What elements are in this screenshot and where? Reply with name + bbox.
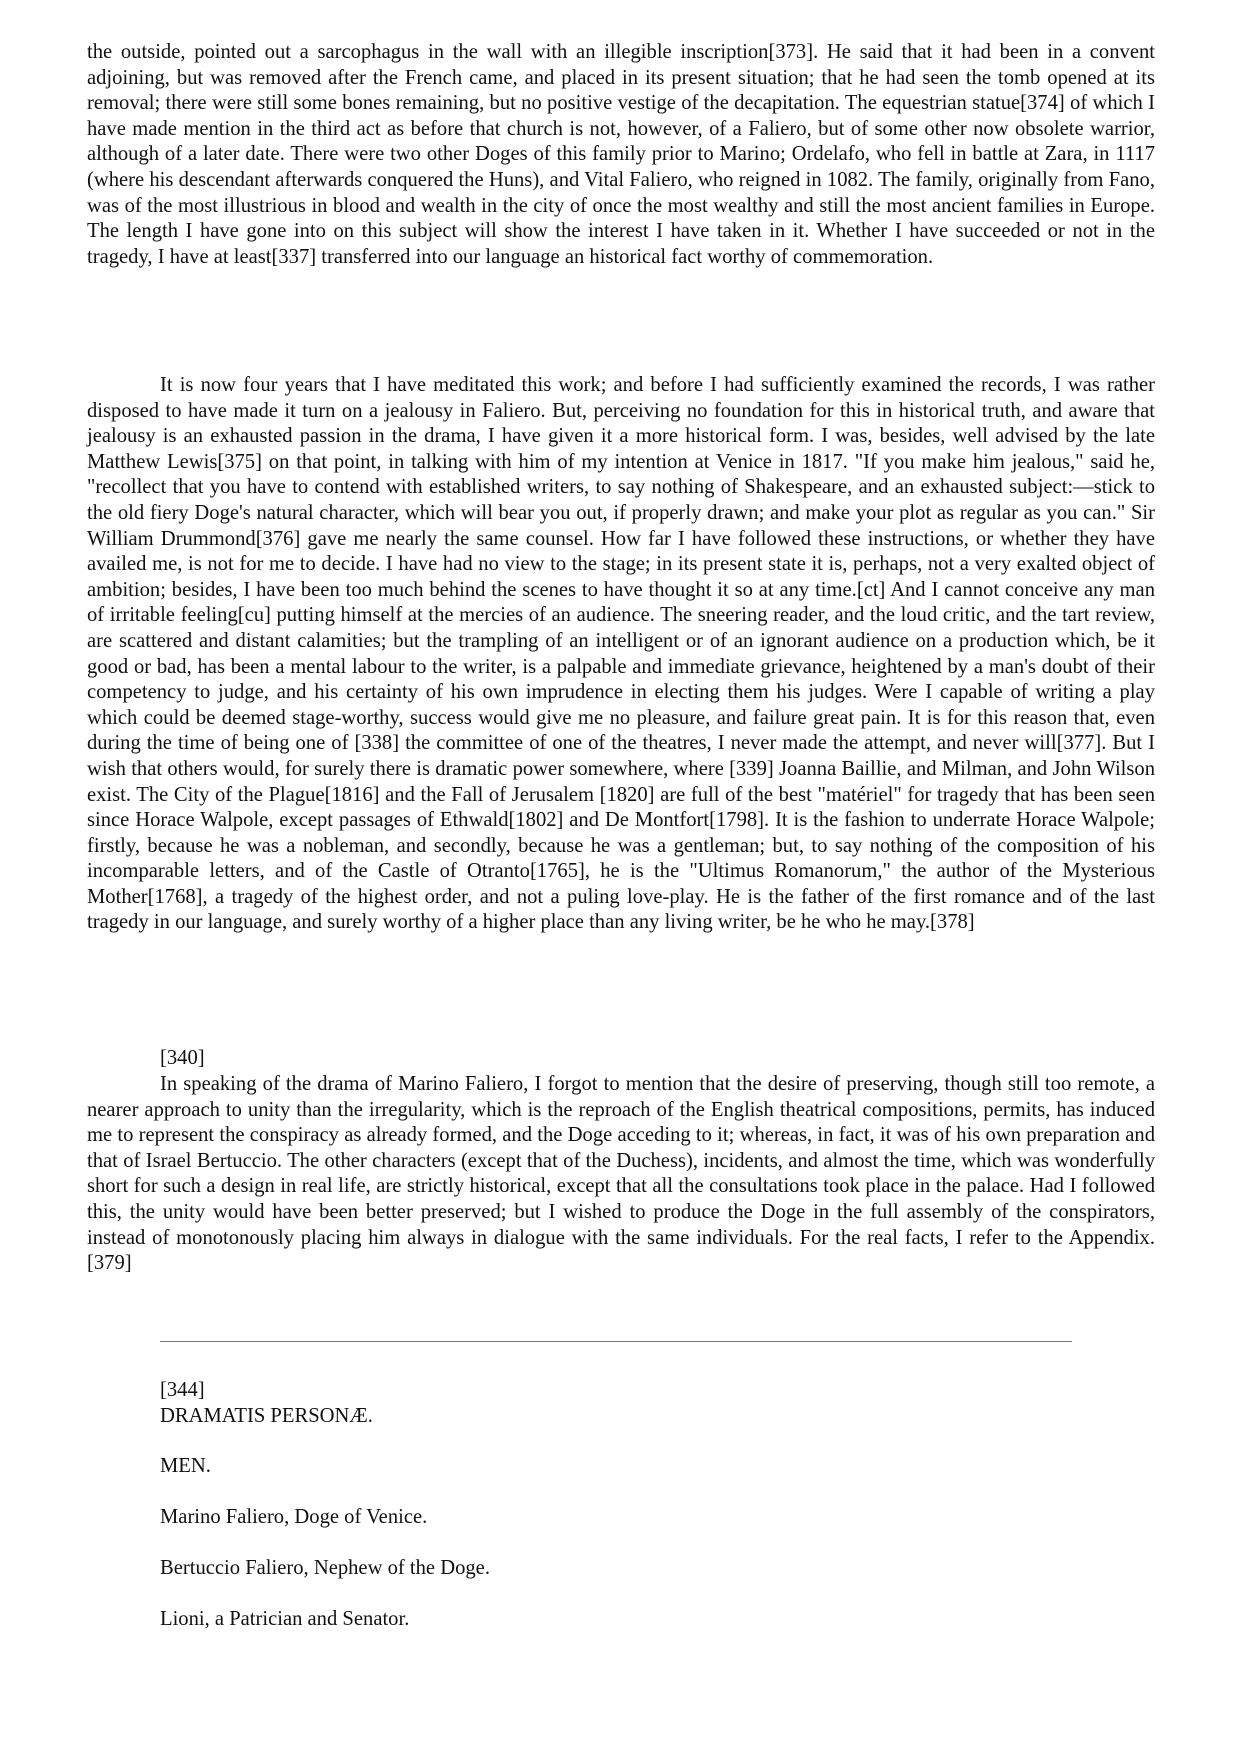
character-entry: Bertuccio Faliero, Nephew of the Doge. [160,1557,490,1579]
section-divider [160,1341,1072,1342]
paragraph-2: It is now four years that I have meditated this work; and before I had sufficiently examined the records, I was rather disposed to have made it turn on a jealousy in Faliero. But, perceiving no foundation for this in historical truth, and aware that jealousy is an exhausted passion in the drama, I have given it a more historical form. I was, besides, well advised by the late Matthew Lewis[375] on that point, in talking with him of my intention at Venice in 1817. "If you make him jealous," said he, "recollect that you have to contend with established writers, to say nothing of Shakespeare, and an exhausted subject:—stick to the old fiery Doge's natural character, which will bear you out, if properly drawn; and make your plot as regular as you can." Sir William Drummond[376] gave me nearly the same counsel. How far I have followed these instructions, or whether they have availed me, is not for me to decide. I have had no view to the stage; in its present state it is, perhaps, not a very exalted object of ambition; besides, I have been too much behind the scenes to have thought it so at any time.[ct] And I cannot conceive any man of irritable feeling[cu] putting himself at the mercies of an audience. The sneering reader, and the loud critic, and the tart review, are scattered and distant calamities; but the trampling of an intelligent or of an ignorant audience on a production which, be it good or bad, has been a mental labour to the writer, is a palpable and immediate grievance, heightened by a man's doubt of their competency to judge, and his certainty of his own imprudence in electing them his judges. Were I capable of writing a play which could be deemed stage-worthy, success would give me no pleasure, and failure great pain. It is for this reason that, even during the time of being one of [338] the committee of one of the theatres, I never made the attempt, and never will[377]. But I wish that others would, for surely there is dramatic power somewhere, where [339] Joanna Baillie, and Milman, and John Wilson exist. The City of the Plague[1816] and the Fall of Jerusalem [1820] are full of the best "matériel" for tragedy that has been seen since Horace Walpole, except passages of Ethwald[1802] and De Montfort[1798]. It is the fashion to underrate Horace Walpole; firstly, because he was a nobleman, and secondly, because he was a gentleman; but, to say nothing of the composition of his incomparable letters, and of the Castle of Otranto[1765], he is the "Ultimus Romanorum," the author of the Mysterious Mother[1768], a tragedy of the highest order, and not a puling love-play. He is the father of the first romance and of the last tragedy in our language, and surely worthy of a higher place than any living writer, be he who he may.[378] [87,374,1155,934]
page-marker-340: [340] [160,1047,205,1069]
character-entry: Marino Faliero, Doge of Venice. [160,1506,428,1528]
paragraph-3: In speaking of the drama of Marino Faliero, I forgot to mention that the desire of preserving, though still too remote, a nearer approach to unity than the irregularity, which is the reproach of the English theatrical compositions, permits, has induced me to represent the conspiracy as already formed, and the Doge acceding to it; whereas, in fact, it was of his own preparation and that of Israel Bertuccio. The other characters (except that of the Duchess), incidents, and almost the time, which was wonderfully short for such a design in real life, are strictly historical, except that all the consultations took place in the palace. Had I followed this, the unity would have been better preserved; but I wished to produce the Doge in the full assembly of the conspirators, instead of monotonously placing him always in dialogue with the same individuals. For the real facts, I refer to the Appendix.[379] [87,1073,1155,1275]
character-entry: Lioni, a Patrician and Senator. [160,1608,410,1630]
men-section-label: MEN. [160,1455,211,1477]
paragraph-1: the outside, pointed out a sarcophagus in the wall with an illegible inscription[373]. He said that it had been in a convent adjoining, but was removed after the French came, and placed in its present situation; that he had seen the tomb opened at its removal; there were still some bones remaining, but no positive vestige of the decapitation. The equestrian statue[374] of which I have made mention in the third act as before that church is not, however, of a Faliero, but of some other now obsolete warrior, although of a later date. There were two other Doges of this family prior to Marino; Ordelafo, who fell in battle at Zara, in 1117 (where his descendant afterwards conquered the Huns), and Vital Faliero, who reigned in 1082. The family, originally from Fano, was of the most illustrious in blood and wealth in the city of once the most wealthy and still the most ancient families in Europe. The length I have gone into on this subject will show the interest I have taken in it. Whether I have succeeded or not in the tragedy, I have at least[337] transferred into our language an historical fact worthy of commemoration. [87,41,1155,268]
page-marker-344: [344] [160,1379,205,1401]
dramatis-personae-heading: DRAMATIS PERSONÆ. [160,1405,373,1427]
